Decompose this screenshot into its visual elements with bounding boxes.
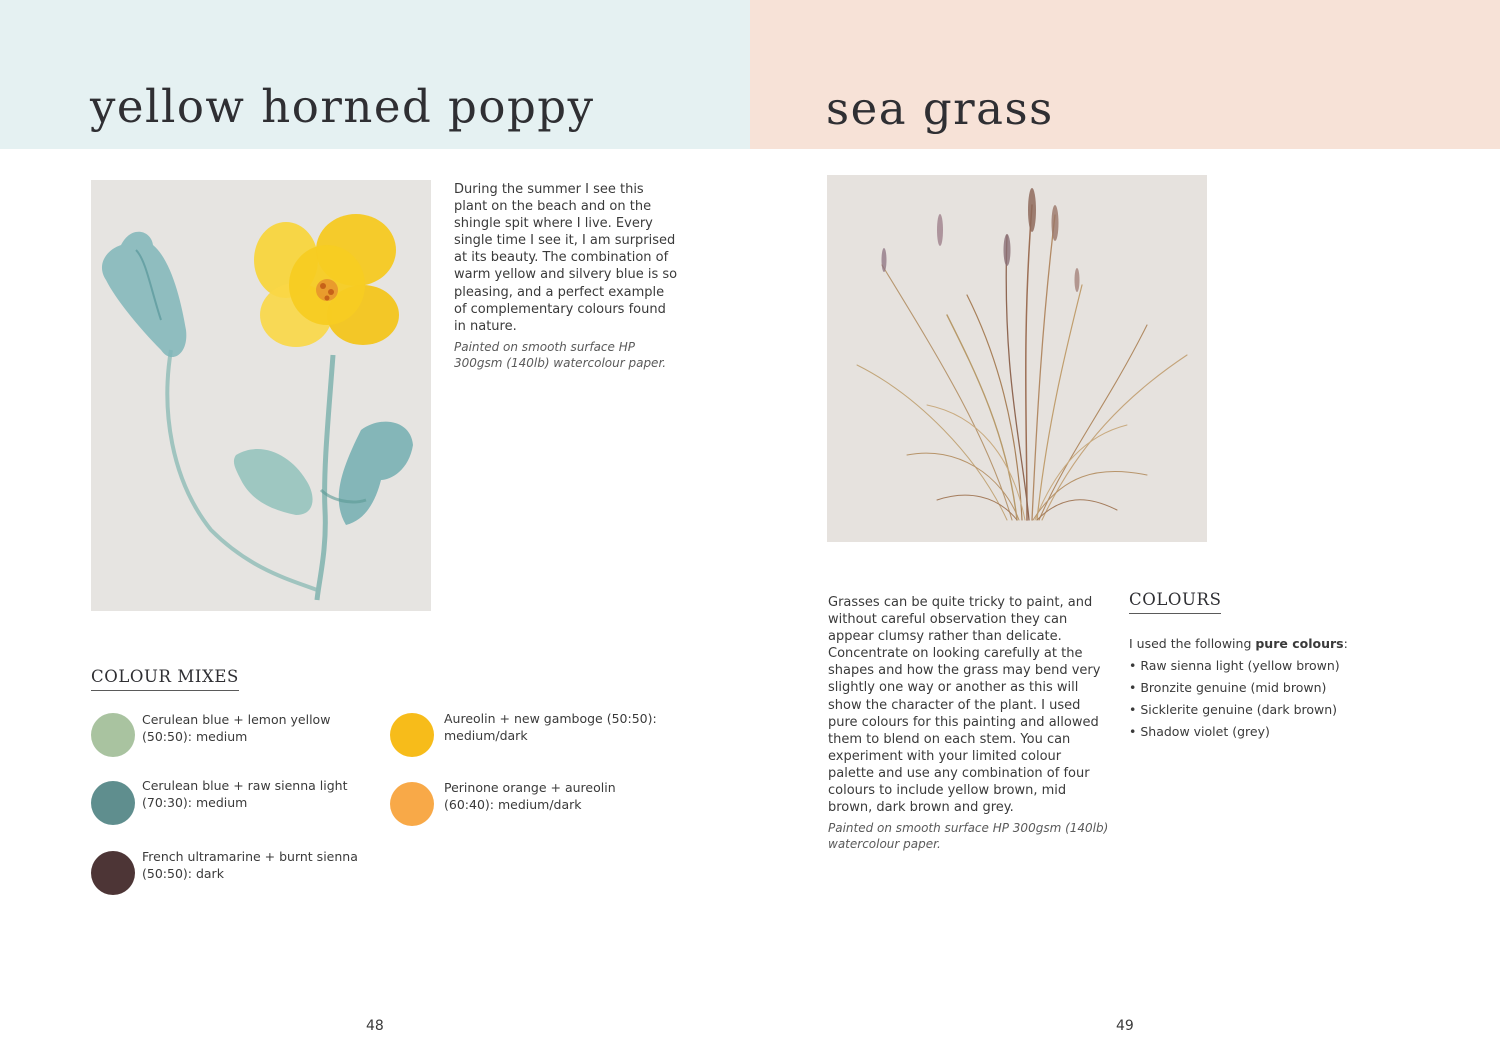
mix-label-5: Perinone orange + aureolin (60:40): medium/dark (444, 780, 616, 812)
colour-item: • Raw sienna light (yellow brown) (1129, 658, 1340, 673)
left-page-number: 48 (366, 1018, 384, 1034)
sea-grass-painting (827, 175, 1207, 542)
mix-swatch-1 (91, 713, 135, 757)
colour-item-label: Raw sienna light (yellow brown) (1140, 658, 1340, 673)
mix-label-2: Cerulean blue + raw sienna light (70:30): medium (142, 778, 348, 810)
colour-mixes-heading: COLOUR MIXES (91, 667, 239, 691)
colour-item-label: Sicklerite genuine (dark brown) (1140, 702, 1338, 717)
poppy-description: During the summer I see this plant on the beach and on the shingle spit where I live. Every single time I see it, I am surprised at its beauty. The combination of warm yellow and silvery blue is so pleasing, and a perfect example of complementary colours found in nature. (454, 182, 678, 334)
colours-heading: COLOURS (1129, 590, 1221, 614)
colours-intro-suffix: : (1343, 636, 1348, 651)
colour-item-label: Bronzite genuine (mid brown) (1140, 680, 1327, 695)
colour-item: • Sicklerite genuine (dark brown) (1129, 702, 1338, 717)
mix-swatch-5 (390, 782, 434, 826)
colours-list (1129, 633, 1348, 743)
yellow-horned-poppy-painting (91, 180, 431, 611)
mix-label-4: Aureolin + new gamboge (50:50): medium/dark (444, 711, 657, 743)
left-page-title: yellow horned poppy (90, 80, 595, 133)
sea-grass-caption: Painted on smooth surface HP 300gsm (140lb) watercolour paper. (828, 821, 1109, 851)
mix-swatch-3 (91, 851, 135, 895)
sea-grass-description: Grasses can be quite tricky to paint, and without careful observation they can appear clumsy rather than delicate. Concentrate on looking carefully at the shapes and how the grass may bend very slightly one way or another as this will show the character of the plant. I used pure colours for this painting and allowed them to blend on each stem. You can experiment with your limited colour palette and use any combination of four colours to include yellow brown, mid brown, dark brown and grey. (828, 595, 1101, 816)
colours-intro (1129, 633, 1348, 655)
colour-item: • Bronzite genuine (mid brown) (1129, 680, 1327, 695)
mix-swatch-4 (390, 713, 434, 757)
colours-intro-bold: pure colours (1255, 636, 1344, 651)
colour-item-label: Shadow violet (grey) (1140, 724, 1270, 739)
colour-item: • Shadow violet (grey) (1129, 724, 1270, 739)
mix-swatch-2 (91, 781, 135, 825)
mix-label-1: Cerulean blue + lemon yellow (50:50): medium (142, 712, 331, 744)
right-page-number: 49 (1116, 1018, 1134, 1034)
mix-label-3: French ultramarine + burnt sienna (50:50): dark (142, 849, 358, 881)
right-page-title: sea grass (826, 82, 1054, 135)
colours-intro-prefix: I used the following (1129, 636, 1256, 651)
poppy-caption: Painted on smooth surface HP 300gsm (140lb) watercolour paper. (454, 340, 667, 370)
